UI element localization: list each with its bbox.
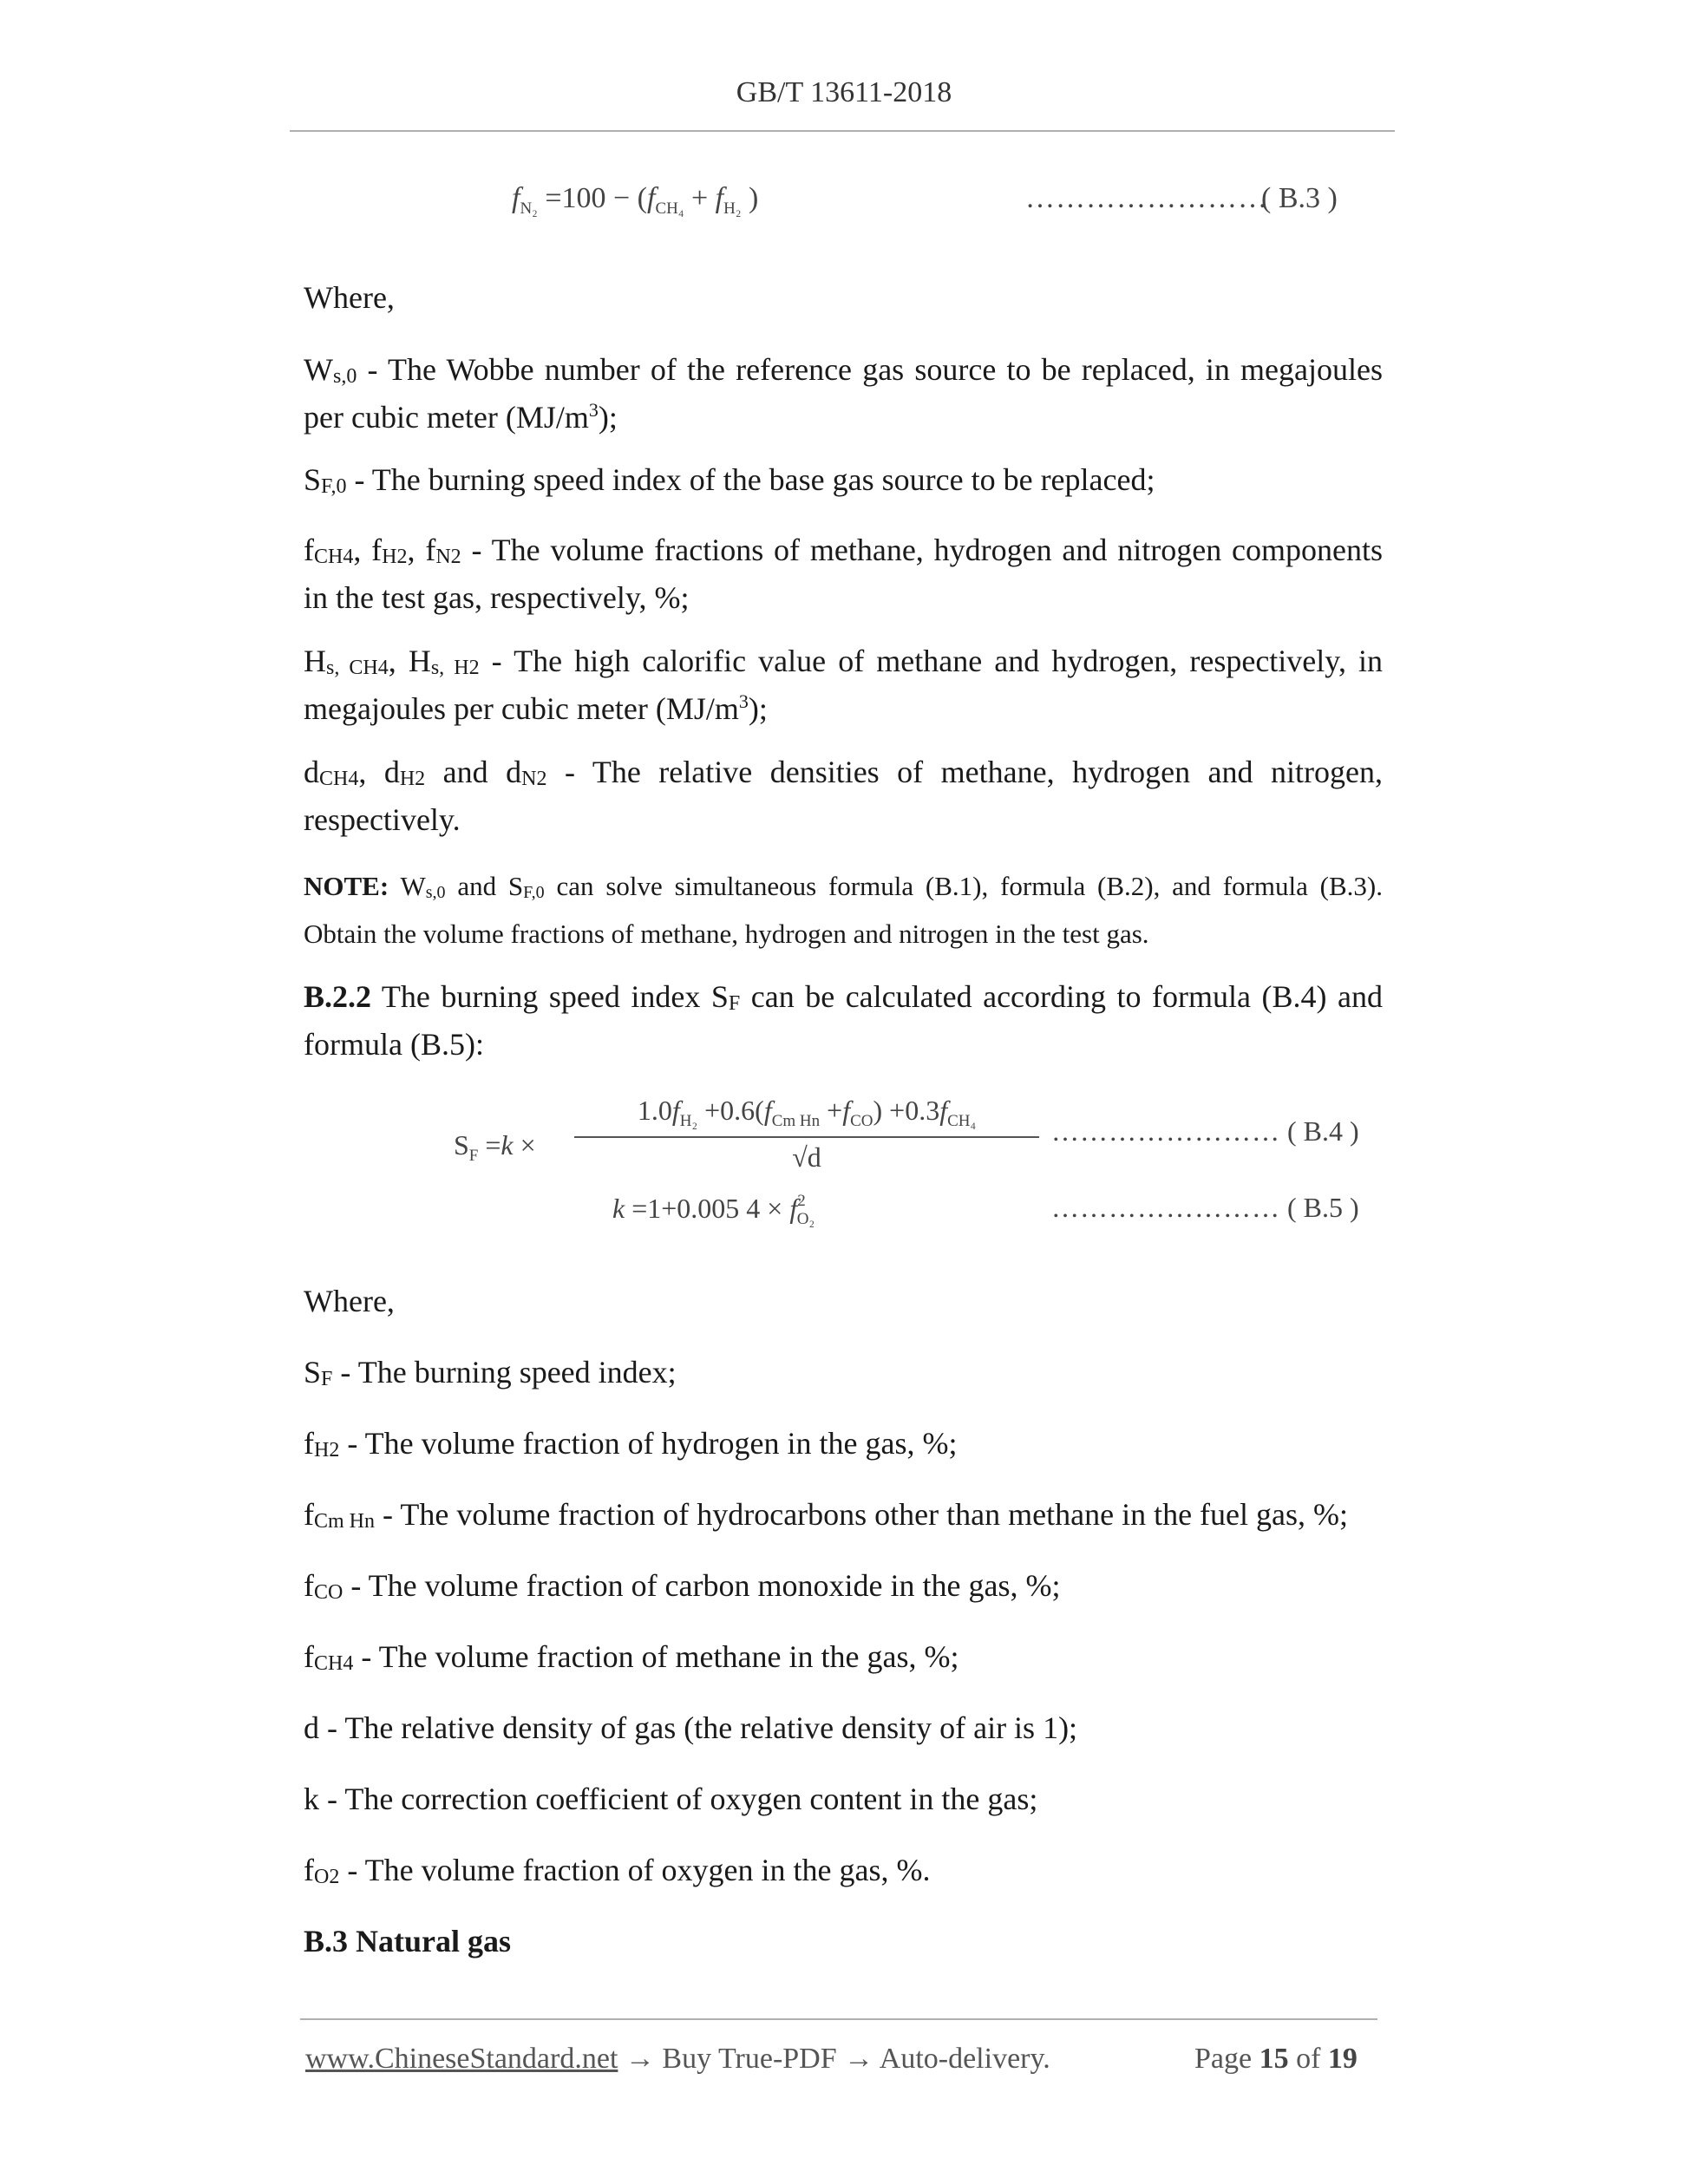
note-paragraph: NOTE: Ws,0 and SF,0 can solve simultaneous formula (B.1), formula (B.2), and formula (B.3). Obtain the volume fractions of methane, hydrogen and nitrogen in the test gas. [304, 871, 1383, 949]
formula-b4 [304, 1095, 1383, 1190]
formula-b4-leader-dots: …………………… [1051, 1115, 1280, 1147]
formula-b3-leader-dots: …………………… [1025, 182, 1268, 214]
formula-b3-expression: $f_{N_2} =100 - (f_{CH_4} + f_{H_2}$ ) [512, 182, 759, 218]
note-label: NOTE: [304, 871, 389, 901]
formula-b4-numerator: $1.0f_{H_2} +0.6(f_{Cm Hn} +f_{CO}) +0.3f_{CH_4}$ [637, 1095, 977, 1130]
definition-fo2: fO2 - The volume fraction of oxygen in the gas, %. [304, 1853, 931, 1888]
formula-b4-lhs: $S_F =k$ × [454, 1129, 536, 1165]
formula-b5-expression: k =1+0.005 $4 \times f^2_{O_2}$ [612, 1192, 815, 1228]
definition-sf0: SF,0 - The burning speed index of the base gas source to be replaced; [304, 462, 1155, 498]
auto-delivery-text: Auto-delivery. [879, 2043, 1050, 2075]
page-total: 19 [1327, 2043, 1358, 2075]
formula-b5-leader-dots: …………………… [1051, 1192, 1280, 1223]
definition-d: d - The relative density of gas (the relative density of air is 1); [304, 1710, 1078, 1745]
definition-fch4: fCH4 - The volume fraction of methane in the gas, %; [304, 1639, 959, 1675]
clause-b-2-2-number: B.2.2 [304, 979, 372, 1014]
definition-calorific: Hs, CH4, Hs, H2 - The high calorific value of methane and hydrogen, respectively, in megajoules per cubic meter $(MJ/m^3)$; [304, 644, 1384, 726]
definition-fractions: fCH4, fH2, fN2 - The volume fractions of methane, hydrogen and nitrogen components in the test gas, respectively, %; [304, 533, 1383, 615]
where-label-1: Where, [304, 280, 395, 315]
definition-fh2: fH2 - The volume fraction of hydrogen in the gas, %; [304, 1426, 958, 1461]
definition-sf: SF - The burning speed index; [304, 1355, 677, 1390]
arrow-right-icon: → [836, 2043, 880, 2075]
definition-k: k - The correction coefficient of oxygen content in the gas; [304, 1782, 1038, 1816]
page-indicator: Page 15 of 19 [1194, 2043, 1358, 2075]
formula-b5 [304, 1192, 1383, 1235]
formula-b5-number: ( B.5 ) [1287, 1192, 1359, 1223]
buy-pdf-text: Buy True-PDF [662, 2043, 837, 2075]
page-number: 15 [1259, 2043, 1289, 2075]
header-divider [290, 130, 1395, 132]
arrow-right-icon: → [618, 2043, 663, 2075]
section-heading-b3: B.3 Natural gas [304, 1924, 512, 1958]
website-link[interactable]: www.ChineseStandard.net [305, 2043, 618, 2075]
header-title: GB/T 13611-2018 [736, 76, 952, 108]
definition-fco: fCO - The volume fraction of carbon monoxide in the gas, %; [304, 1568, 1061, 1604]
formula-b4-fraction-bar [574, 1136, 1039, 1138]
formula-b4-number: ( B.4 ) [1287, 1115, 1359, 1147]
footer-links [305, 2043, 1050, 2076]
formula-b3-number: ( B.3 ) [1261, 182, 1338, 214]
definition-densities: dCH4, dH2 and dN2 - The relative densities of methane, hydrogen and nitrogen, respectively. [304, 755, 1384, 837]
clause-b-2-2: B.2.2 The burning speed index SF can be calculated according to formula (B.4) and formula (B.5): [304, 979, 1384, 1062]
definition-wobbe: Ws,0 - The Wobbe number of the reference gas source to be replaced, in megajoules per cubic meter $(MJ/m^3)$; [304, 352, 1383, 435]
formula-b3 [304, 182, 1383, 226]
where-label-2: Where, [304, 1284, 395, 1318]
formula-b4-denominator: √d [792, 1141, 821, 1173]
footer-divider [300, 2018, 1377, 2020]
definition-fcmhn: fCm Hn - The volume fraction of hydrocarbons other than methane in the fuel gas, %; [304, 1497, 1348, 1533]
